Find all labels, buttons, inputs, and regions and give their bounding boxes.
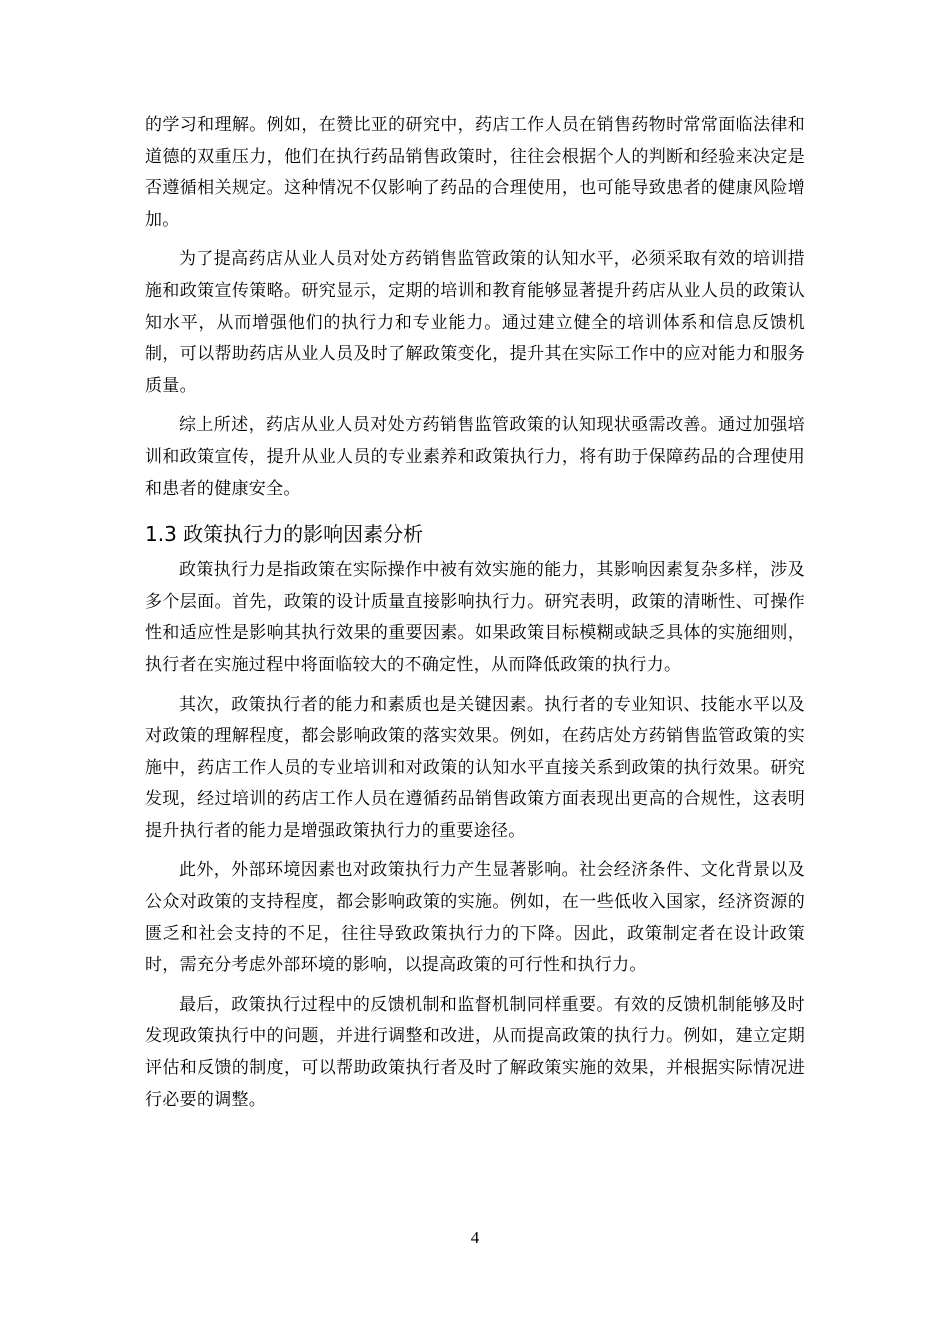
paragraph-external-environment: 此外，外部环境因素也对政策执行力产生显著影响。社会经济条件、文化背景以及公众对政策的支持程度，都会影响政策的实施。例如，在一些低收入国家，经济资源的匮乏和社会支持的不足，往往导致政策执行力的下降。因此，政策制定者在设计政策时，需充分考虑外部环境的影响，以提高政策的可行性和执行力。 [145, 860, 805, 976]
paragraph-executor-ability: 其次，政策执行者的能力和素质也是关键因素。执行者的专业知识、技能水平以及对政策的理解程度，都会影响政策的落实效果。例如，在药店处方药销售监管政策的实施中，药店工作人员的专业培训和对政策的认知水平直接关系到政策的执行效果。研究发现，经过培训的药店工作人员在遵循药品销售政策方面表现出更高的合规性，这表明提升执行者的能力是增强政策执行力的重要途径。 [145, 694, 805, 841]
page-number: 4 [470, 1228, 480, 1247]
paragraph-feedback-mechanism: 最后，政策执行过程中的反馈机制和监督机制同样重要。有效的反馈机制能够及时发现政策执行中的问题，并进行调整和改进，从而提高政策的执行力。例如，建立定期评估和反馈的制度，可以帮助政策执行者及时了解政策实施的效果，并根据实际情况进行必要的调整。 [145, 994, 805, 1110]
section-heading: 1.3 政策执行力的影响因素分析 [145, 522, 424, 547]
paragraph-summary: 综上所述，药店从业人员对处方药销售监管政策的认知现状亟需改善。通过加强培训和政策宣传，提升从业人员的专业素养和政策执行力，将有助于保障药品的合理使用和患者的健康安全。 [145, 415, 805, 499]
paragraph-continued: 的学习和理解。例如，在赞比亚的研究中，药店工作人员在销售药物时常常面临法律和道德的双重压力，他们在执行药品销售政策时，往往会根据个人的判断和经验来决定是否遵循相关规定。这种情况不仅影响了药品的合理使用，也可能导致患者的健康风险增加。 [145, 115, 805, 230]
paragraph-design-quality: 政策执行力是指政策在实际操作中被有效实施的能力，其影响因素复杂多样，涉及多个层面。首先，政策的设计质量直接影响执行力。研究表明，政策的清晰性、可操作性和适应性是影响其执行效果的重要因素。如果政策目标模糊或缺乏具体的实施细则，执行者在实施过程中将面临较大的不确定性，从而降低政策的执行力。 [145, 560, 805, 675]
paragraph-training: 为了提高药店从业人员对处方药销售监管政策的认知水平，必须采取有效的培训措施和政策宣传策略。研究显示，定期的培训和教育能够显著提升药店从业人员的政策认知水平，从而增强他们的执行力和专业能力。通过建立健全的培训体系和信息反馈机制，可以帮助药店从业人员及时了解政策变化，提升其在实际工作中的应对能力和服务质量。 [145, 249, 805, 396]
document-page [145, 110, 805, 1124]
